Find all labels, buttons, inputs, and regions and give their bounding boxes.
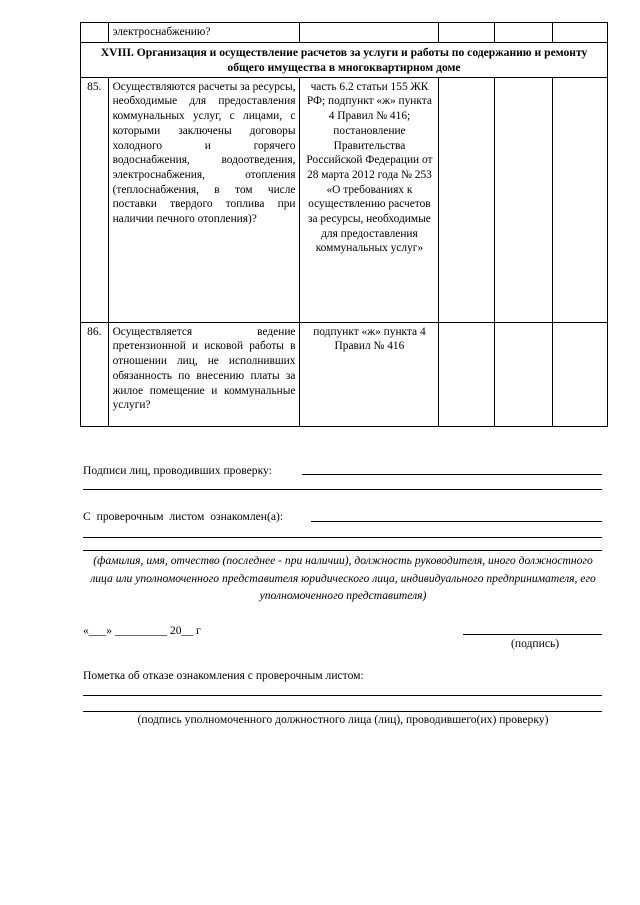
section-title: XVIII. Организация и осуществление расчетов за услуги и работы по содержанию и ремонту общего имущества в многоквартирном доме — [81, 42, 608, 77]
signature-caption: (подпись) — [511, 637, 560, 650]
refusal-line[interactable] — [83, 711, 602, 712]
acquainted-note: (фамилия, имя, отчество (последнее - при наличии), должность руководителя, иного должностного лица или уполномоченного представителя юридического лица, индивидуального предпринимателя, его уполномоченного представителя) — [90, 554, 596, 602]
cell-answer-yes[interactable] — [439, 322, 494, 426]
cell-number — [81, 23, 109, 43]
row-reference: часть 6.2 статьи 155 ЖК РФ; подпункт «ж» пункта 4 Правил № 416; постановление Правительства Российской Федерации от 28 марта 2012 года № 253 «О требованиях к осуществлению расчетов за ресурсы, необходимые для предоставления коммунальных услуг» — [300, 77, 439, 322]
cell-answer-na[interactable] — [552, 322, 607, 426]
cell-answer-na — [552, 23, 607, 43]
table-row — [81, 77, 608, 322]
refusal-caption: (подпись уполномоченного должностного лица (лиц), проводившего(их) проверку) — [137, 713, 549, 726]
table-row-continued — [81, 23, 608, 43]
date-field[interactable]: «___» _________ 20__ г — [83, 624, 201, 637]
signature-line[interactable] — [463, 634, 602, 635]
acquainted-label: С проверочным листом ознакомлен(а): — [83, 510, 284, 523]
row-question: Осуществляется ведение претензионной и исковой работы в отношении лиц, не исполнивших обязанность по внесению платы за жилое помещение и коммунальные услуги? — [108, 322, 300, 426]
acquainted-line[interactable] — [83, 550, 602, 551]
cell-continued-question: электроснабжению? — [108, 23, 300, 43]
cell-answer-no[interactable] — [494, 322, 552, 426]
section-header-row — [81, 42, 608, 77]
signatures-label: Подписи лиц, проводивших проверку: — [83, 464, 272, 477]
checklist-table — [80, 22, 608, 427]
refusal-line[interactable] — [83, 695, 602, 696]
row-question: Осуществляются расчеты за ресурсы, необходимые для предоставления коммунальных услуг, с лицами, с которыми заключены договоры холодного и горячего водоснабжения, водоотведения, электроснабжения, отопления (теплоснабжения, в том числе поставки твердого топлива при наличии печного отопления)? — [108, 77, 300, 322]
signature-line[interactable] — [83, 489, 602, 490]
cell-reference — [300, 23, 439, 43]
cell-answer-no[interactable] — [494, 77, 552, 322]
row-reference: подпункт «ж» пункта 4 Правил № 416 — [300, 322, 439, 426]
row-number: 85. — [81, 77, 109, 322]
cell-answer-na[interactable] — [552, 77, 607, 322]
cell-answer-yes — [439, 23, 494, 43]
signature-line[interactable] — [302, 474, 602, 475]
cell-answer-yes[interactable] — [439, 77, 494, 322]
cell-answer-no — [494, 23, 552, 43]
acquainted-line[interactable] — [83, 537, 602, 538]
refusal-label: Пометка об отказе ознакомления с проверочным листом: — [83, 669, 364, 682]
table-row — [81, 322, 608, 426]
row-number: 86. — [81, 322, 109, 426]
acquainted-line[interactable] — [311, 521, 602, 522]
